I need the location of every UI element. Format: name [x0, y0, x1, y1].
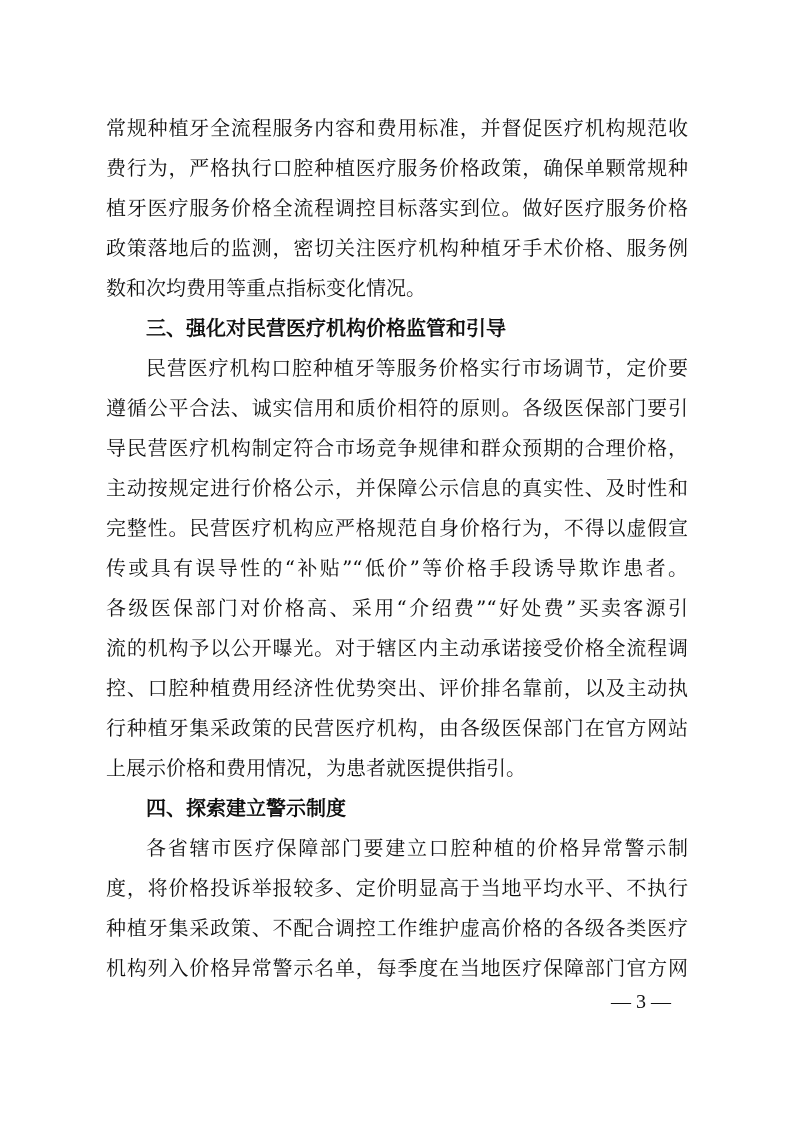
body-text-line: 数和次均费用等重点指标变化情况。	[106, 276, 426, 300]
body-text-line: 完整性。民营医疗机构应严格规范自身价格行为，不得以虚假宣	[106, 516, 688, 540]
body-text-line: 政策落地后的监测，密切关注医疗机构种植牙手术价格、服务例	[106, 236, 688, 260]
body-text-line: 控、口腔种植费用经济性优势突出、评价排名靠前，以及主动执	[106, 676, 688, 700]
body-text-line: 度，将价格投诉举报较多、定价明显高于当地平均水平、不执行	[106, 876, 688, 900]
section-heading-three: 三、强化对民营医疗机构价格监管和引导	[146, 316, 506, 340]
body-text-line: 常规种植牙全流程服务内容和费用标准，并督促医疗机构规范收	[106, 116, 688, 140]
body-text-line: 导民营医疗机构制定符合市场竞争规律和群众预期的合理价格，	[106, 436, 688, 460]
body-text-line: 各省辖市医疗保障部门要建立口腔种植的价格异常警示制	[146, 836, 688, 860]
body-text-line: 上展示价格和费用情况，为患者就医提供指引。	[106, 756, 526, 780]
body-text-line: 流的机构予以公开曝光。对于辖区内主动承诺接受价格全流程调	[106, 636, 688, 660]
body-text-line: 传或具有误导性的“补贴”“低价”等价格手段诱导欺诈患者。	[106, 556, 688, 580]
page-number: — 3 —	[611, 991, 671, 1013]
body-text-line: 种植牙集采政策、不配合调控工作维护虚高价格的各级各类医疗	[106, 916, 688, 940]
body-text-line: 各级医保部门对价格高、采用“介绍费”“好处费”买卖客源引	[106, 596, 688, 620]
body-text-line: 行种植牙集采政策的民营医疗机构，由各级医保部门在官方网站	[106, 716, 688, 740]
body-text-line: 民营医疗机构口腔种植牙等服务价格实行市场调节，定价要	[146, 356, 688, 380]
section-heading-four: 四、探索建立警示制度	[146, 796, 346, 820]
body-text-line: 植牙医疗服务价格全流程调控目标落实到位。做好医疗服务价格	[106, 196, 688, 220]
body-text-line: 主动按规定进行价格公示，并保障公示信息的真实性、及时性和	[106, 476, 688, 500]
body-text-line: 机构列入价格异常警示名单，每季度在当地医疗保障部门官方网	[106, 956, 688, 980]
body-text-line: 遵循公平合法、诚实信用和质价相符的原则。各级医保部门要引	[106, 396, 688, 420]
body-text-line: 费行为，严格执行口腔种植医疗服务价格政策，确保单颗常规种	[106, 156, 688, 180]
